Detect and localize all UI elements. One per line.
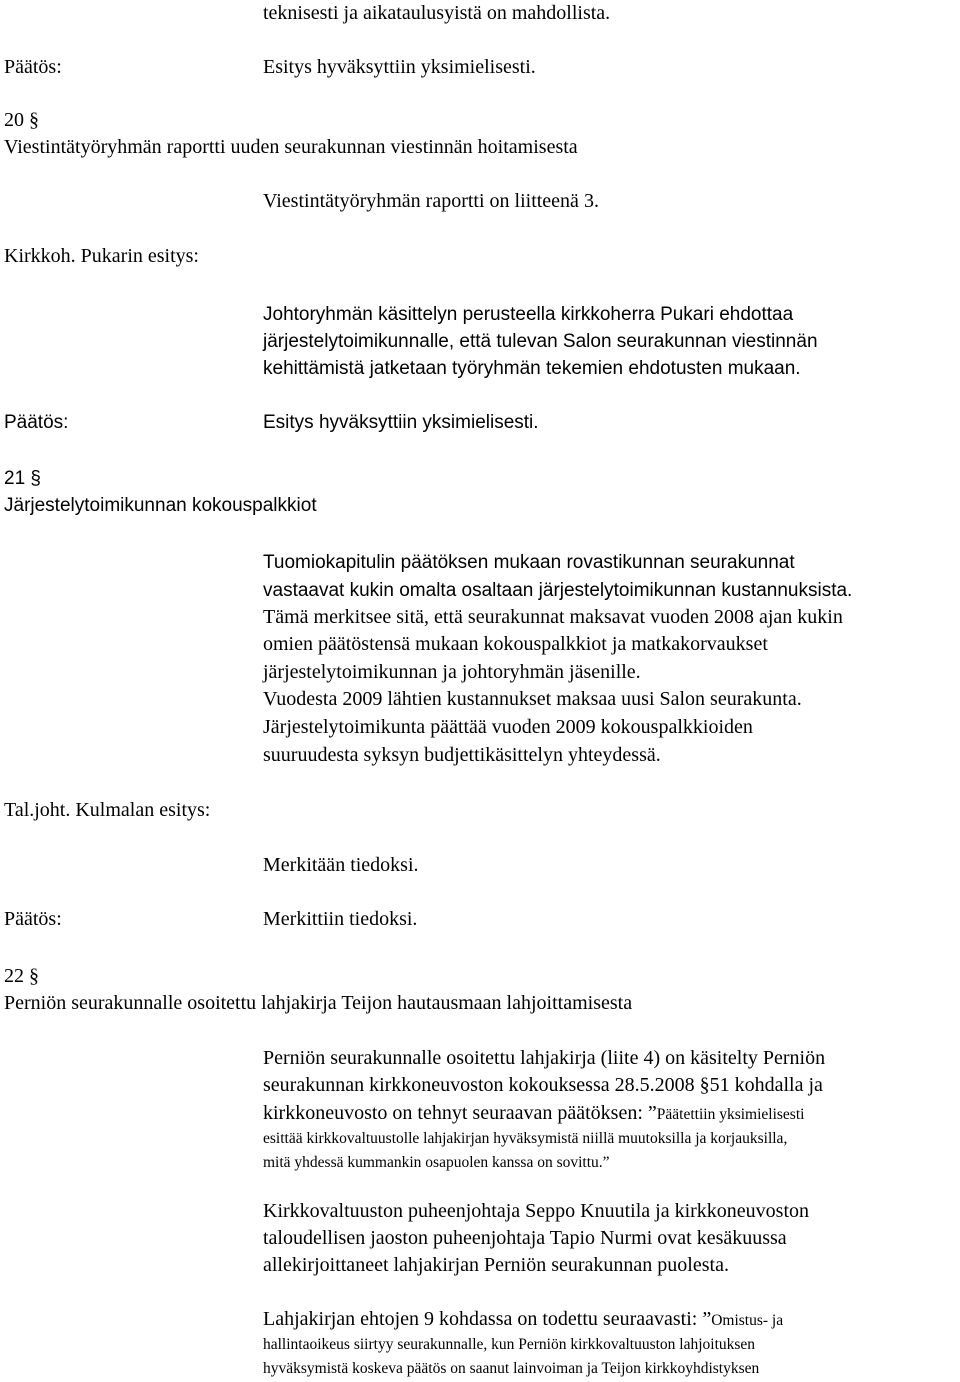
proposal-line: kehittämistä jatketaan työryhmän tekemien ehdotusten mukaan. <box>263 358 801 379</box>
paragraph-line: Perniön seurakunnalle osoitettu lahjakirja (liite 4) on käsitelty Perniön <box>263 1047 826 1069</box>
paragraph-line: allekirjoittaneet lahjakirjan Perniön seurakunnan puolesta. <box>263 1254 729 1276</box>
proposer-label: Tal.joht. Kulmalan esitys: <box>4 799 211 821</box>
section-21-title: Järjestelytoimikunnan kokouspalkkiot <box>4 495 317 516</box>
body-line: Järjestelytoimikunta päättää vuoden 2009 kokouspalkkioiden <box>263 716 753 738</box>
section-22-number: 22 § <box>4 965 39 987</box>
paragraph-line: seurakunnan kirkkoneuvoston kokouksessa 28.5.2008 §51 kohdalla ja <box>263 1074 823 1096</box>
proposal-text: Merkitään tiedoksi. <box>263 854 419 876</box>
section-20-number: 20 § <box>4 109 39 131</box>
quote-line: hyväksymistä koskeva päätös on saanut lainvoiman ja Teijon kirkkoyhdistyksen <box>263 1360 760 1377</box>
paragraph-text: Lahjakirjan ehtojen 9 kohdassa on todettu seuraavasti: ” <box>263 1308 712 1330</box>
body-line: omien päätöstensä mukaan kokouspalkkiot ja matkakorvaukset <box>263 633 768 655</box>
body-line: Tämä merkitsee sitä, että seurakunnat maksavat vuoden 2008 ajan kukin <box>263 606 843 628</box>
quote-line: mitä yhdessä kummankin osapuolen kanssa on sovittu.” <box>263 1154 610 1171</box>
body-line: vastaavat kukin omalta osaltaan järjestelytoimikunnan kustannuksista. <box>263 580 853 601</box>
decision-text: Merkittiin tiedoksi. <box>263 908 418 930</box>
paragraph-line <box>263 1306 783 1334</box>
proposal-line: Johtoryhmän käsittelyn perusteella kirkkoherra Pukari ehdottaa <box>263 304 794 325</box>
paragraph-line: Kirkkovaltuuston puheenjohtaja Seppo Knuutila ja kirkkoneuvoston <box>263 1200 810 1222</box>
decision-label: Päätös: <box>4 908 62 930</box>
body-line: järjestelytoimikunnan ja johtoryhmän jäsenille. <box>263 661 641 683</box>
section-22-title: Perniön seurakunnalle osoitettu lahjakirja Teijon hautausmaan lahjoittamisesta <box>4 992 633 1014</box>
body-line: Vuodesta 2009 lähtien kustannukset maksaa uusi Salon seurakunta. <box>263 688 802 710</box>
decision-text: Esitys hyväksyttiin yksimielisesti. <box>263 412 539 433</box>
paragraph-line <box>263 1100 804 1128</box>
section-21-number: 21 § <box>4 468 41 489</box>
section-20-title: Viestintätyöryhmän raportti uuden seurakunnan viestinnän hoitamisesta <box>4 136 578 158</box>
body-line: suuruudesta syksyn budjettikäsittelyn yhteydessä. <box>263 744 661 766</box>
quote-text: Omistus- ja <box>711 1312 784 1329</box>
quote-text: Päätettiin yksimielisesti <box>656 1106 805 1123</box>
proposal-line: järjestelytoimikunnalle, että tulevan Salon seurakunnan viestinnän <box>263 331 818 352</box>
attachment-note: Viestintätyöryhmän raportti on liitteenä 3. <box>263 190 599 212</box>
continued-text: teknisesti ja aikataulusyistä on mahdollista. <box>263 2 611 24</box>
paragraph-line: taloudellisen jaoston puheenjohtaja Tapio Nurmi ovat kesäkuussa <box>263 1227 787 1249</box>
quote-line: esittää kirkkovaltuustolle lahjakirjan hyväksymistä niillä muutoksilla ja korjauksilla, <box>263 1130 788 1147</box>
quote-line: hallintaoikeus siirtyy seurakunnalle, kun Perniön kirkkovaltuuston lahjoituksen <box>263 1336 756 1353</box>
body-line: Tuomiokapitulin päätöksen mukaan rovastikunnan seurakunnat <box>263 552 795 573</box>
paragraph-text: kirkkoneuvosto on tehnyt seuraavan päätöksen: ” <box>263 1102 657 1124</box>
proposer-label: Kirkkoh. Pukarin esitys: <box>4 245 199 267</box>
decision-text: Esitys hyväksyttiin yksimielisesti. <box>263 56 536 78</box>
decision-label: Päätös: <box>4 56 62 78</box>
decision-label: Päätös: <box>4 412 69 433</box>
